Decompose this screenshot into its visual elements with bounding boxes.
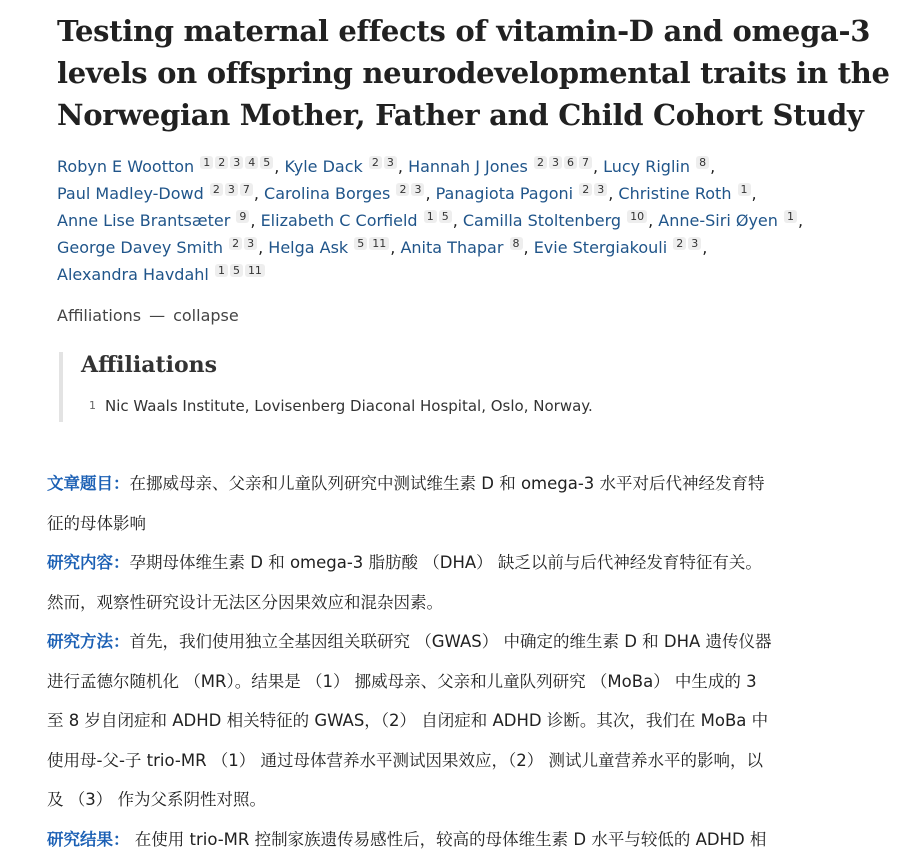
summary-line: 然而，观察性研究设计无法区分因果效应和混杂因素。: [47, 583, 879, 623]
affiliation-ref[interactable]: 3: [244, 237, 257, 250]
affiliation-ref[interactable]: 11: [245, 264, 265, 277]
affiliation-ref[interactable]: 1: [200, 156, 213, 169]
affiliation-ref[interactable]: 7: [579, 156, 592, 169]
author-line: [57, 261, 877, 288]
affiliation-ref[interactable]: 1: [215, 264, 228, 277]
affiliation-ref[interactable]: 2: [579, 183, 592, 196]
affiliation-ref[interactable]: 2: [210, 183, 223, 196]
author-link[interactable]: Anne-Siri Øyen: [658, 211, 778, 230]
author-link[interactable]: Elizabeth C Corfield: [261, 211, 418, 230]
summary-line: [47, 820, 879, 859]
author-link[interactable]: Alexandra Havdahl: [57, 265, 209, 284]
author-separator: ,: [258, 238, 268, 257]
affiliation-ref[interactable]: 2: [215, 156, 228, 169]
affiliation-ref[interactable]: 1: [738, 183, 751, 196]
affiliation-ref[interactable]: 11: [369, 237, 389, 250]
affiliation-ref[interactable]: 1: [784, 210, 797, 223]
affiliation-ref[interactable]: 5: [260, 156, 273, 169]
affiliation-ref[interactable]: 6: [564, 156, 577, 169]
toggle-dash: —: [149, 306, 165, 325]
affiliation-ref[interactable]: 2: [396, 183, 409, 196]
author-link[interactable]: George Davey Smith: [57, 238, 223, 257]
summary-line: [47, 543, 879, 583]
author-separator: ,: [593, 157, 603, 176]
author-separator: ,: [752, 184, 757, 203]
author-separator: ,: [798, 211, 803, 230]
summary-line: [47, 464, 879, 504]
affiliations-heading: Affiliations: [81, 352, 217, 378]
author-separator: ,: [274, 157, 284, 176]
affiliations-toggle-label: Affiliations: [57, 306, 141, 325]
title-line: levels on offspring neurodevelopmental traits in the: [57, 52, 877, 94]
summary-label: 文章题目：: [47, 474, 130, 493]
summary-line: 征的母体影响: [47, 504, 879, 544]
summary-content-paragraph: [47, 543, 879, 622]
author-separator: ,: [702, 238, 707, 257]
summary-title-paragraph: [47, 464, 879, 543]
affiliation-ref[interactable]: 2: [229, 237, 242, 250]
affiliation-ref[interactable]: 5: [354, 237, 367, 250]
affiliation-ref[interactable]: 3: [549, 156, 562, 169]
summary-line: 使用母-父-子 trio-MR （1） 通过母体营养水平测试因果效应，（2） 测试儿童营养水平的影响，以: [47, 741, 879, 781]
author-line: [57, 153, 877, 180]
summary-results-paragraph: [47, 820, 879, 859]
author-link[interactable]: Paul Madley-Dowd: [57, 184, 204, 203]
article-title: [57, 10, 877, 136]
affiliations-panel: [59, 352, 843, 422]
author-link[interactable]: Robyn E Wootton: [57, 157, 194, 176]
author-separator: ,: [648, 211, 658, 230]
affiliation-ref[interactable]: 3: [225, 183, 238, 196]
author-link[interactable]: Evie Stergiakouli: [534, 238, 667, 257]
affiliation-ref[interactable]: 5: [439, 210, 452, 223]
affiliation-number: 1: [89, 399, 96, 412]
author-separator: ,: [250, 211, 260, 230]
affiliations-toggle[interactable]: [57, 306, 239, 325]
affiliation-ref[interactable]: 3: [411, 183, 424, 196]
author-link[interactable]: Lucy Riglin: [603, 157, 690, 176]
summary-text: 孕期母体维生素 D 和 omega-3 脂肪酸 （DHA） 缺乏以前与后代神经发育特征有关。: [130, 553, 762, 572]
summary-label: 研究方法：: [47, 632, 130, 651]
author-separator: ,: [254, 184, 264, 203]
author-link[interactable]: Camilla Stoltenberg: [463, 211, 621, 230]
summary-label: 研究结果：: [47, 830, 130, 849]
affiliation-ref[interactable]: 5: [230, 264, 243, 277]
summary-line: 进行孟德尔随机化 （MR）。结果是 （1） 挪威母亲、父亲和儿童队列研究 （MoBa） 中生成的 3: [47, 662, 879, 702]
collapse-link[interactable]: collapse: [173, 306, 239, 325]
author-list: [57, 153, 877, 288]
author-separator: ,: [390, 238, 400, 257]
affiliation-ref[interactable]: 3: [594, 183, 607, 196]
affiliation-ref[interactable]: 1: [424, 210, 437, 223]
affiliation-ref[interactable]: 3: [384, 156, 397, 169]
summary-text: 首先，我们使用独立全基因组关联研究 （GWAS） 中确定的维生素 D 和 DHA 遗传仪器: [130, 632, 772, 651]
title-line: Norwegian Mother, Father and Child Cohort Study: [57, 94, 877, 136]
affiliation-text: Nic Waals Institute, Lovisenberg Diaconal Hospital, Oslo, Norway.: [105, 397, 593, 415]
affiliation-ref[interactable]: 2: [534, 156, 547, 169]
author-separator: ,: [425, 184, 435, 203]
summary-line: 及 （3） 作为父系阴性对照。: [47, 780, 879, 820]
affiliation-ref[interactable]: 10: [627, 210, 647, 223]
author-line: [57, 180, 877, 207]
affiliation-ref[interactable]: 3: [688, 237, 701, 250]
author-separator: ,: [398, 157, 408, 176]
author-separator: ,: [608, 184, 618, 203]
author-link[interactable]: Panagiota Pagoni: [436, 184, 574, 203]
summary-text: 在使用 trio-MR 控制家族遗传易感性后，较高的母体维生素 D 水平与较低的 ADHD 相: [130, 830, 767, 849]
summary-line: 至 8 岁自闭症和 ADHD 相关特征的 GWAS，（2） 自闭症和 ADHD 诊断。其次，我们在 MoBa 中: [47, 701, 879, 741]
summary-label: 研究内容：: [47, 553, 130, 572]
author-line: [57, 207, 877, 234]
author-link[interactable]: Christine Roth: [618, 184, 731, 203]
affiliation-ref[interactable]: 7: [240, 183, 253, 196]
summary-text: 在挪威母亲、父亲和儿童队列研究中测试维生素 D 和 omega-3 水平对后代神经发育特: [130, 474, 765, 493]
affiliation-ref[interactable]: 2: [673, 237, 686, 250]
affiliation-ref[interactable]: 9: [236, 210, 249, 223]
author-link[interactable]: Hannah J Jones: [408, 157, 528, 176]
author-line: [57, 234, 877, 261]
summary-methods-paragraph: [47, 622, 879, 820]
affiliation-item: [89, 397, 593, 415]
affiliation-ref[interactable]: 2: [369, 156, 382, 169]
affiliation-ref[interactable]: 4: [245, 156, 258, 169]
author-separator: ,: [524, 238, 534, 257]
summary-line: [47, 622, 879, 662]
author-link[interactable]: Helga Ask: [268, 238, 348, 257]
affiliation-ref[interactable]: 3: [230, 156, 243, 169]
author-link[interactable]: Anita Thapar: [400, 238, 503, 257]
affiliation-ref[interactable]: 8: [696, 156, 709, 169]
author-link[interactable]: Carolina Borges: [264, 184, 390, 203]
author-link[interactable]: Kyle Dack: [284, 157, 362, 176]
author-separator: ,: [453, 211, 463, 230]
author-link[interactable]: Anne Lise Brantsæter: [57, 211, 230, 230]
author-separator: ,: [710, 157, 715, 176]
chinese-summary: [47, 464, 879, 859]
title-line: Testing maternal effects of vitamin-D and omega-3: [57, 10, 877, 52]
affiliation-ref[interactable]: 8: [510, 237, 523, 250]
